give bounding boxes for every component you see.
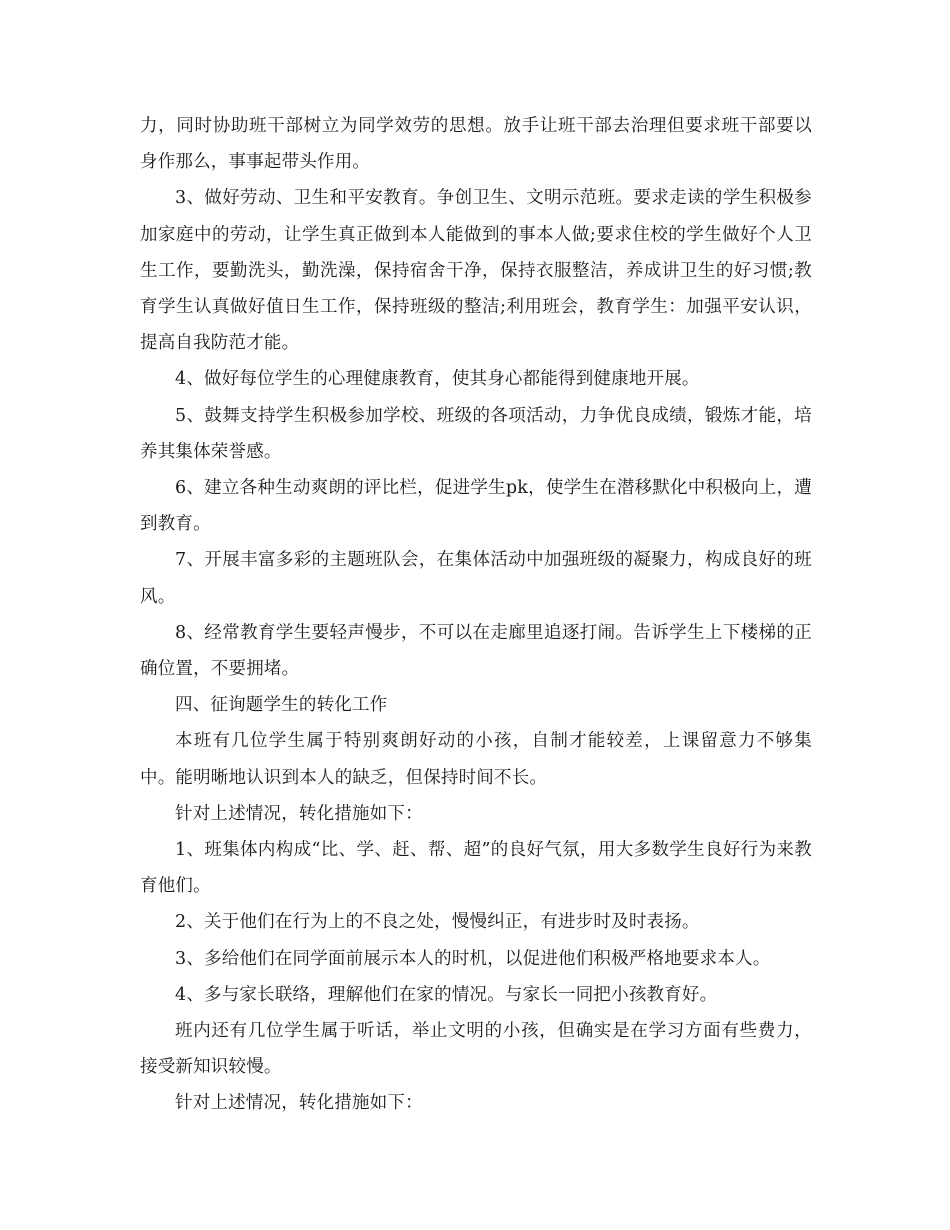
paragraph: 4、多与家长联络，理解他们在家的情况。与家长一同把小孩教育好。: [175, 984, 718, 1005]
paragraph: 5、鼓舞支持学生积极参加学校、班级的各项活动，力争优良成绩，锻炼才能，培养其集体荣誉感。: [140, 405, 812, 462]
paragraph: 3、做好劳动、卫生和平安教育。争创卫生、文明示范班。要求走读的学生积极参加家庭中的劳动，让学生真正做到本人能做到的事本人做;要求住校的学生做好个人卫生工作，要勤洗头，勤洗澡，保持宿舍干净，保持衣服整洁，养成讲卫生的好习惯;教育学生认真做好值日生工作，保持班级的整洁;利用班会，教育学生：加强平安认识，提高自我防范才能。: [140, 188, 812, 354]
paragraph: 班内还有几位学生属于听话，举止文明的小孩，但确实是在学习方面有些费力，接受新知识较慢。: [140, 1021, 812, 1078]
paragraph: 针对上述情况，转化措施如下：: [175, 1093, 423, 1114]
paragraph: 1、班集体内构成“比、学、赶、帮、超”的良好气氛，用大多数学生良好行为来教育他们。: [140, 840, 812, 897]
paragraph: 8、经常教育学生要轻声慢步，不可以在走廊里追逐打闹。告诉学生上下楼梯的正确位置，不要拥堵。: [140, 622, 812, 680]
paragraph: 针对上述情况，转化措施如下：: [175, 803, 423, 824]
paragraph: 6、建立各种生动爽朗的评比栏，促进学生pk，使学生在潜移默化中积极向上，遭到教育。: [140, 478, 812, 535]
paragraph: 本班有几位学生属于特别爽朗好动的小孩，自制才能较差，上课留意力不够集中。能明晰地认识到本人的缺乏，但保持时间不长。: [140, 731, 812, 788]
document-body: [140, 108, 812, 1122]
paragraph: 3、多给他们在同学面前展示本人的时机，以促进他们积极严格地要求本人。: [175, 948, 771, 969]
paragraph: 7、开展丰富多彩的主题班队会，在集体活动中加强班级的凝聚力，构成良好的班风。: [140, 550, 812, 607]
paragraph: 4、做好每位学生的心理健康教育，使其身心都能得到健康地开展。: [175, 369, 700, 390]
paragraph: 2、关于他们在行为上的不良之处，慢慢纠正，有进步时及时表扬。: [175, 912, 700, 933]
section-heading: 四、征询题学生的转化工作: [175, 695, 388, 716]
paragraph: 力，同时协助班干部树立为同学效劳的思想。放手让班干部去治理但要求班干部要以身作那么，事事起带头作用。: [140, 116, 812, 173]
